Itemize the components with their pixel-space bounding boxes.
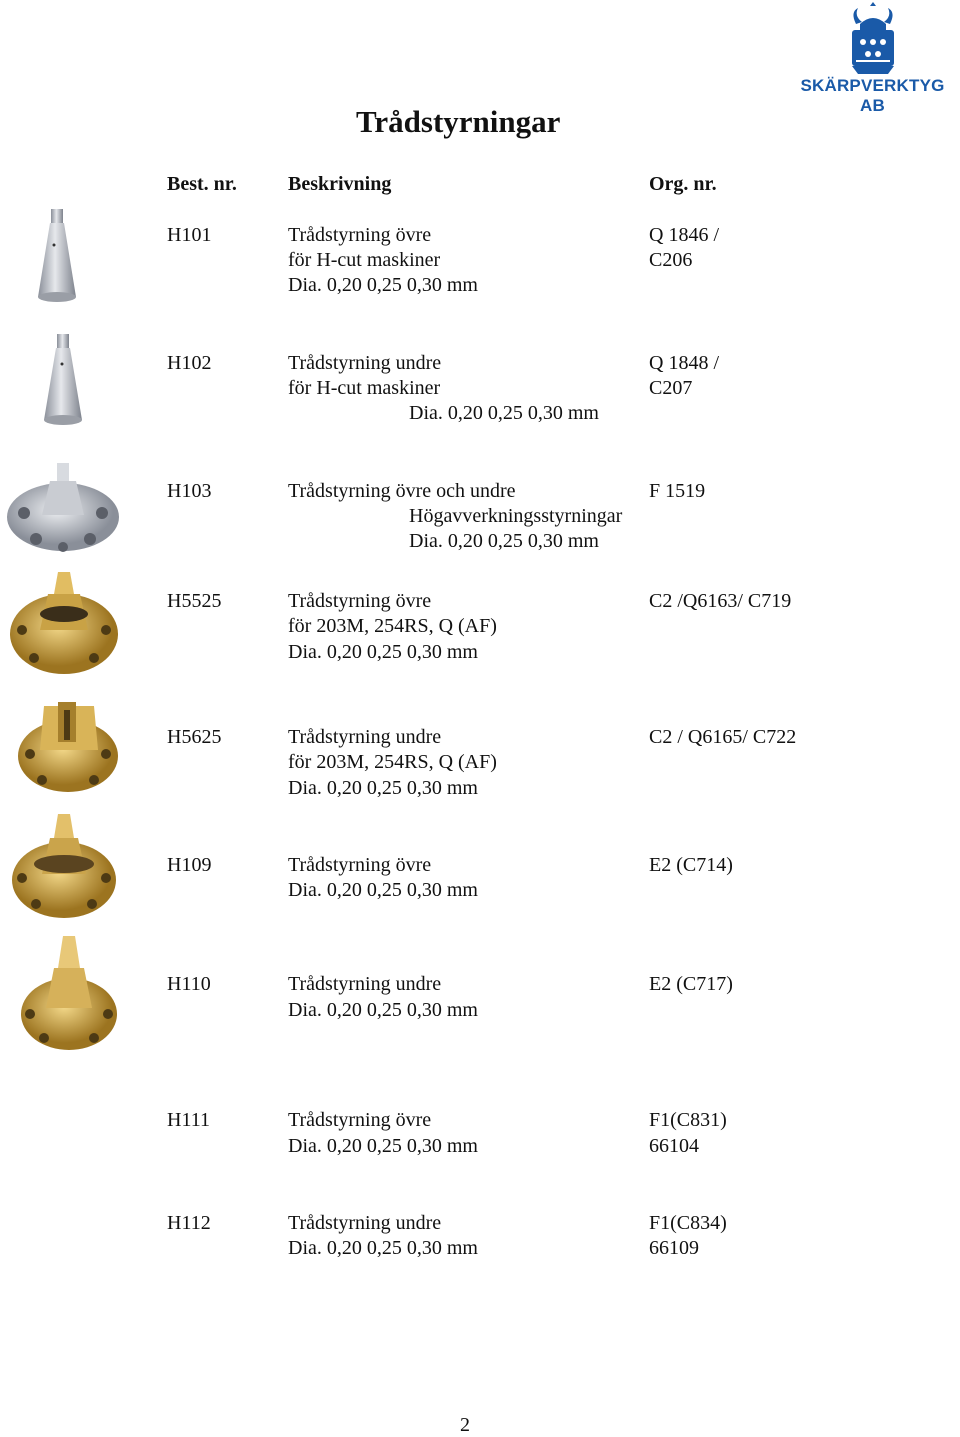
product-best-nr: H5525 [167,590,222,612]
product-description: Trådstyrning undre [288,352,442,374]
product-org-nr: Q 1848 / [649,352,719,374]
product-description: Dia. 0,20 0,25 0,30 mm [288,879,478,901]
product-org-nr: Q 1846 / [649,224,719,246]
product-image-h5525 [8,568,120,678]
page-number: 2 [460,1414,470,1436]
product-best-nr: H103 [167,480,212,502]
column-header-best-nr: Best. nr. [167,173,237,195]
page-title: Trådstyrningar [356,104,561,139]
product-description: Dia. 0,20 0,25 0,30 mm [409,402,599,424]
product-description: Trådstyrning övre [288,854,432,876]
product-org-nr: F 1519 [649,480,706,502]
product-description: för H-cut maskiner [288,249,441,271]
product-org-nr: 66109 [649,1237,699,1259]
product-description: Trådstyrning undre [288,1212,442,1234]
product-best-nr: H5625 [167,726,222,748]
product-best-nr: H110 [167,973,211,995]
product-description: för 203M, 254RS, Q (AF) [288,615,497,637]
product-org-nr: 66104 [649,1135,699,1157]
product-org-nr: E2 (C717) [649,973,733,995]
product-org-nr: C206 [649,249,693,271]
viking-helmet-logo-icon [790,2,955,76]
product-org-nr: E2 (C714) [649,854,733,876]
product-org-nr: C2 / Q6165/ C722 [649,726,797,748]
product-best-nr: H111 [167,1109,210,1131]
product-description: för H-cut maskiner [288,377,441,399]
company-logo [790,2,955,115]
product-image-h102 [38,330,88,430]
logo-company-name: SKÄRPVERKTYG AB [800,76,945,115]
product-description: Trådstyrning övre och undre [288,480,516,502]
product-description: Dia. 0,20 0,25 0,30 mm [288,641,478,663]
product-description: för 203M, 254RS, Q (AF) [288,751,497,773]
product-description: Dia. 0,20 0,25 0,30 mm [288,1237,478,1259]
product-org-nr: C2 /Q6163/ C719 [649,590,792,612]
product-image-h103 [4,455,122,555]
column-header-description: Beskrivning [288,173,392,195]
product-description: Högavverkningsstyrningar [409,505,623,527]
product-description: Trådstyrning övre [288,224,432,246]
product-org-nr: F1(C831) [649,1109,727,1131]
product-description: Dia. 0,20 0,25 0,30 mm [288,1135,478,1157]
product-best-nr: H112 [167,1212,211,1234]
product-best-nr: H101 [167,224,212,246]
product-org-nr: F1(C834) [649,1212,727,1234]
product-image-h110 [14,932,124,1054]
product-description: Trådstyrning undre [288,973,442,995]
product-best-nr: H102 [167,352,212,374]
product-image-h101 [32,205,82,305]
product-description: Dia. 0,20 0,25 0,30 mm [288,777,478,799]
product-org-nr: C207 [649,377,693,399]
column-header-org-nr: Org. nr. [649,173,717,195]
product-description: Trådstyrning övre [288,590,432,612]
product-description: Trådstyrning undre [288,726,442,748]
product-description: Dia. 0,20 0,25 0,30 mm [409,530,599,552]
product-description: Trådstyrning övre [288,1109,432,1131]
product-image-h109 [8,808,120,923]
product-description: Dia. 0,20 0,25 0,30 mm [288,999,478,1021]
product-best-nr: H109 [167,854,212,876]
product-description: Dia. 0,20 0,25 0,30 mm [288,274,478,296]
product-image-h5625 [14,692,122,796]
